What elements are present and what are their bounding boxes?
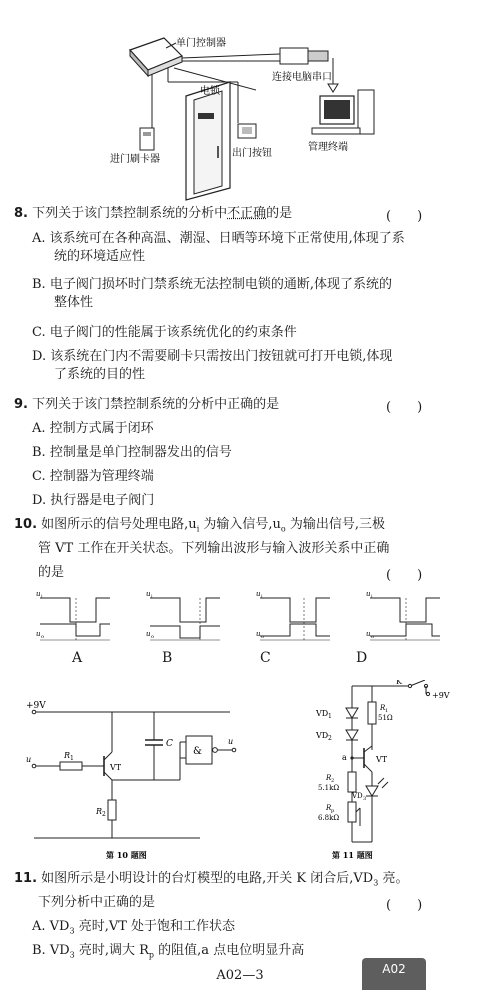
page-number: A02—3 bbox=[216, 968, 264, 983]
waveform-c bbox=[256, 590, 330, 640]
q8-option-b: B. 电子阀门损坏时门禁系统无法控制电锁的通断,体现了系统的 整体性 bbox=[32, 277, 392, 310]
wave-label-a: A bbox=[72, 650, 83, 666]
q9-option-a: A. 控制方式属于闭环 bbox=[32, 421, 154, 436]
q11-option-b: B. $VD_3$ 亮时,调大 $R_p$ 的阻值,a 点电位明显升高 bbox=[32, 943, 305, 960]
card-reader bbox=[140, 128, 154, 150]
circuit-10 bbox=[26, 701, 236, 838]
svg-text:K: K bbox=[396, 680, 402, 686]
svg-text:o: o bbox=[261, 634, 265, 640]
c10-caption: 第 10 题图 bbox=[106, 850, 147, 860]
waveform-d bbox=[366, 590, 440, 640]
q10-stem: 10. 如图所示的信号处理电路$,u_i$ 为输入信号$,u_o$ 为输出信号,三极 bbox=[14, 517, 385, 534]
svg-text:i: i bbox=[151, 594, 153, 600]
q8-option-c: C. 电子阀门的性能属于该系统优化的约束条件 bbox=[32, 325, 297, 340]
svg-text:R: R bbox=[64, 751, 71, 760]
svg-text:u: u bbox=[228, 737, 234, 746]
svg-text:+9V: +9V bbox=[432, 691, 450, 700]
q11-option-a: A. $VD_3$ 亮时,VT 处于饱和工作状态 bbox=[32, 919, 236, 936]
q8-stem-b: 的是 bbox=[266, 206, 293, 221]
serial-connector bbox=[280, 48, 308, 64]
svg-text:1: 1 bbox=[70, 755, 74, 762]
q8-stem-a: 下列关于该门禁控制系统的分析中 bbox=[32, 206, 228, 221]
svg-text:u: u bbox=[256, 590, 261, 598]
svg-text:51Ω: 51Ω bbox=[378, 714, 393, 722]
svg-text:VD: VD bbox=[316, 731, 329, 740]
svg-text:R: R bbox=[326, 804, 332, 812]
svg-text:R: R bbox=[380, 704, 386, 712]
svg-text:VD: VD bbox=[352, 792, 363, 800]
q8-option-d: D. 该系统在门内不需要刷卡只需按出门按钮就可打开电锁,体现 了系统的目的性 bbox=[32, 349, 393, 382]
svg-text:3: 3 bbox=[363, 796, 367, 802]
q10-answer-paren: ( ) bbox=[386, 568, 423, 583]
lock-label: 电锁 bbox=[200, 86, 220, 97]
circuit-11 bbox=[315, 680, 450, 842]
q9-option-c: C. 控制器为管理终端 bbox=[32, 469, 154, 484]
wave-label-c: C bbox=[260, 650, 271, 666]
svg-text:u: u bbox=[146, 590, 151, 598]
q8-stem-emph: 不正确 bbox=[227, 206, 267, 221]
controller-label: 单门控制器 bbox=[176, 38, 226, 49]
terminal-label: 管理终端 bbox=[308, 142, 348, 153]
svg-text:u: u bbox=[256, 630, 261, 638]
svg-text:&: & bbox=[193, 746, 202, 757]
svg-text:6.8kΩ: 6.8kΩ bbox=[318, 814, 340, 822]
waveform-a bbox=[36, 590, 110, 640]
svg-text:u: u bbox=[26, 755, 32, 764]
q8-number: 8. bbox=[14, 206, 28, 221]
svg-text:u: u bbox=[36, 590, 41, 598]
svg-text:VT: VT bbox=[376, 755, 388, 764]
svg-text:2: 2 bbox=[102, 811, 106, 818]
svg-text:u: u bbox=[36, 630, 41, 638]
svg-text:p: p bbox=[331, 808, 335, 814]
page-badge: A02 bbox=[362, 958, 426, 990]
serial-label: 连接电脑串口 bbox=[272, 72, 332, 83]
svg-text:u: u bbox=[366, 630, 371, 638]
svg-text:i: i bbox=[261, 594, 263, 600]
svg-text:o: o bbox=[151, 634, 155, 640]
svg-text:i: i bbox=[41, 594, 43, 600]
q10-stem-line3: 的是 bbox=[38, 565, 65, 580]
svg-text:1: 1 bbox=[328, 713, 332, 720]
svg-text:2: 2 bbox=[328, 735, 332, 742]
svg-text:u: u bbox=[366, 590, 371, 598]
svg-text:VD: VD bbox=[316, 709, 329, 718]
c10-supply: +9V bbox=[26, 701, 46, 711]
q11-stem-line2: 下列分析中正确的是 bbox=[38, 895, 156, 910]
wave-label-d: D bbox=[356, 650, 368, 666]
exit-button-label: 出门按钮 bbox=[232, 148, 272, 159]
svg-text:VT: VT bbox=[110, 763, 122, 772]
q9-stem: 9. 下列关于该门禁控制系统的分析中正确的是 bbox=[14, 397, 280, 412]
q9-option-d: D. 执行器是电子阀门 bbox=[32, 493, 155, 508]
card-reader-label: 进门刷卡器 bbox=[110, 154, 160, 165]
q8-answer-paren: ( ) bbox=[386, 209, 423, 224]
q11-stem: 11. 如图所示是小明设计的台灯模型的电路,开关 K 闭合后$,VD_3$ 亮。 bbox=[14, 871, 409, 888]
svg-text:u: u bbox=[146, 630, 151, 638]
svg-text:5.1kΩ: 5.1kΩ bbox=[318, 784, 340, 792]
q8-option-a: A. 该系统可在各种高温、潮湿、日晒等环境下正常使用,体现了系 统的环境适应性 bbox=[32, 231, 405, 264]
q9-answer-paren: ( ) bbox=[386, 400, 423, 415]
c11-caption: 第 11 题图 bbox=[332, 850, 373, 860]
c10-cap: C bbox=[166, 739, 173, 749]
svg-text:1: 1 bbox=[385, 708, 389, 714]
q11-answer-paren: ( ) bbox=[386, 898, 423, 913]
q8-stem bbox=[14, 205, 292, 223]
svg-text:o: o bbox=[371, 634, 375, 640]
wave-label-b: B bbox=[162, 650, 173, 666]
q9-option-b: B. 控制量是单门控制器发出的信号 bbox=[32, 445, 232, 460]
svg-text:R: R bbox=[96, 807, 103, 816]
svg-text:i: i bbox=[371, 594, 373, 600]
svg-text:o: o bbox=[41, 634, 45, 640]
circuit-diagrams bbox=[20, 680, 460, 865]
q10-waveforms bbox=[20, 588, 460, 668]
svg-text:2: 2 bbox=[331, 778, 335, 784]
waveform-b bbox=[146, 590, 220, 640]
svg-text:R: R bbox=[326, 774, 332, 782]
svg-text:a: a bbox=[342, 753, 347, 762]
access-control-figure bbox=[90, 28, 450, 203]
q10-stem-line2: 管 VT 工作在开关状态。下列输出波形与输入波形关系中正确 bbox=[38, 541, 390, 556]
